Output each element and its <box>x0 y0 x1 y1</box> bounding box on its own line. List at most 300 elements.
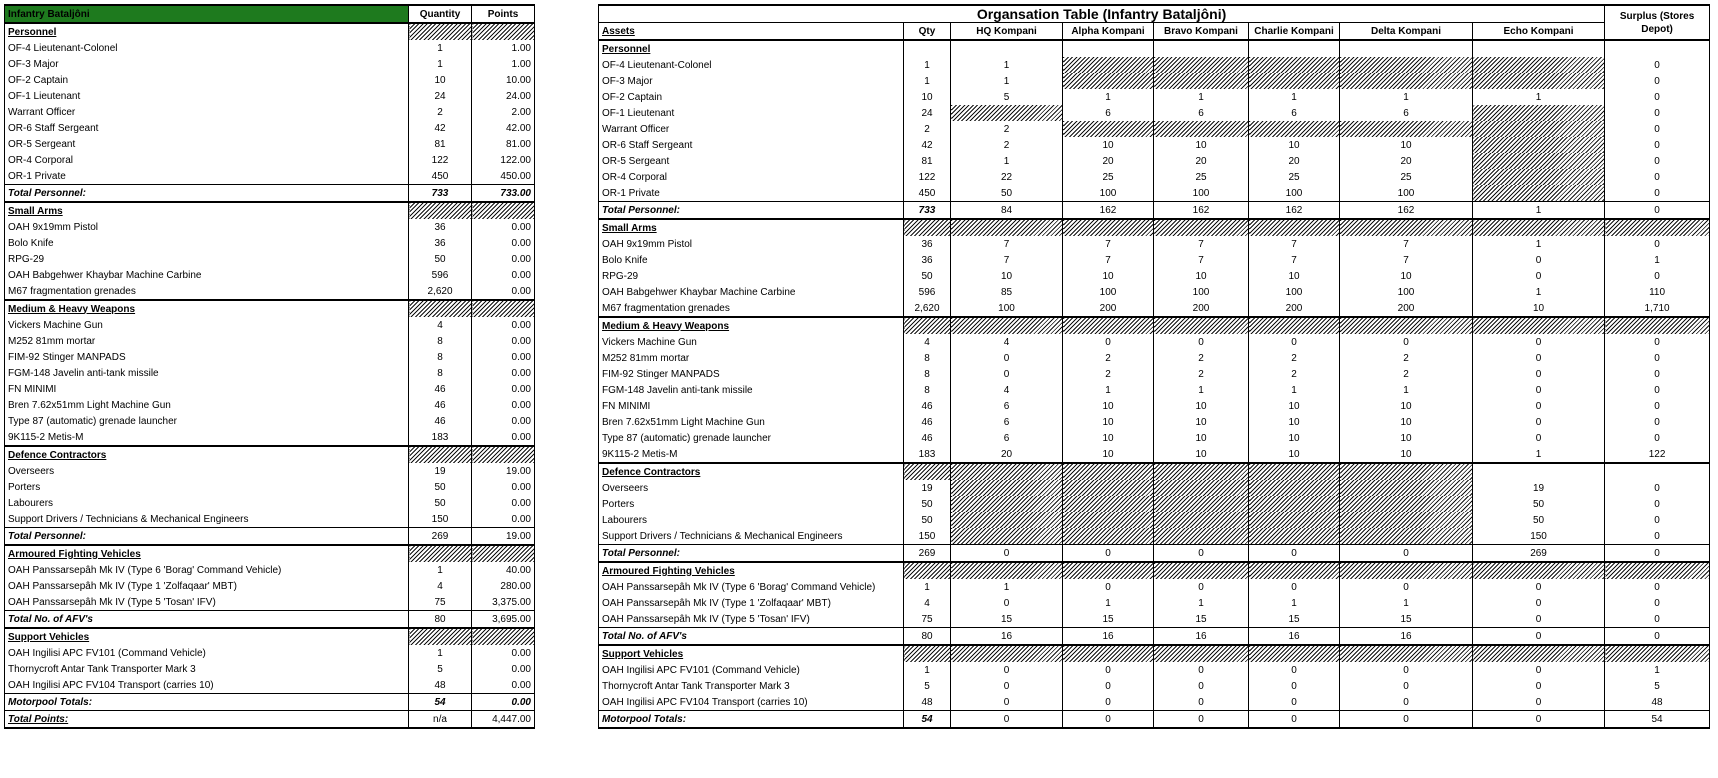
row-label: Personnel <box>5 23 409 40</box>
hatched-cell <box>1473 219 1605 236</box>
row-label: FN MINIMI <box>599 398 904 414</box>
hatched-cell <box>1063 512 1154 528</box>
value-cell: 0 <box>1605 398 1710 414</box>
value-cell: 100 <box>1154 284 1249 300</box>
row-label: FIM-92 Stinger MANPADS <box>599 366 904 382</box>
hatched-cell <box>904 562 951 579</box>
value-cell: 110 <box>1605 284 1710 300</box>
value-cell: 54 <box>1605 711 1710 729</box>
value-cell: 1 <box>951 579 1063 595</box>
value-cell: 150 <box>904 528 951 545</box>
value-cell: 0 <box>1154 545 1249 563</box>
table-row <box>5 104 535 120</box>
value-cell: 16 <box>1063 628 1154 646</box>
value-cell: 25 <box>1063 169 1154 185</box>
value-cell: 1 <box>1605 662 1710 678</box>
quantity-cell: 733 <box>409 185 472 203</box>
row-label: OR-5 Sergeant <box>5 136 409 152</box>
value-cell: 8 <box>904 382 951 398</box>
table-row <box>5 578 535 594</box>
table-row <box>5 267 535 283</box>
value-cell: 0 <box>1340 334 1473 350</box>
value-cell: 2 <box>1063 366 1154 382</box>
value-cell: 6 <box>1340 105 1473 121</box>
section-row <box>599 40 1710 57</box>
value-cell: 2 <box>1063 350 1154 366</box>
hatched-cell <box>1249 57 1340 73</box>
value-cell: 100 <box>1340 284 1473 300</box>
value-cell: 0 <box>1605 595 1710 611</box>
value-cell: 1 <box>1154 382 1249 398</box>
table-row <box>599 662 1710 678</box>
value-cell: 0 <box>1340 678 1473 694</box>
value-cell: 1,710 <box>1605 300 1710 317</box>
row-label: M252 81mm mortar <box>599 350 904 366</box>
table-row <box>5 495 535 511</box>
value-cell: 54 <box>904 711 951 729</box>
value-cell: 10 <box>1063 446 1154 463</box>
hatched-cell <box>1063 57 1154 73</box>
table-row <box>599 252 1710 268</box>
section-row <box>5 545 535 562</box>
hatched-cell <box>1605 219 1710 236</box>
table-row <box>5 677 535 694</box>
hatched-cell <box>1154 219 1249 236</box>
value-cell: 46 <box>904 398 951 414</box>
quantity-cell: 4 <box>409 317 472 333</box>
row-label: Total Personnel: <box>599 202 904 220</box>
row-label: OF-2 Captain <box>599 89 904 105</box>
value-cell: 10 <box>951 268 1063 284</box>
hatched-cell <box>1340 512 1473 528</box>
hatched-cell <box>1340 562 1473 579</box>
table-row <box>599 528 1710 545</box>
section-row <box>599 562 1710 579</box>
table-row <box>5 349 535 365</box>
value-cell: 5 <box>951 89 1063 105</box>
value-cell: 183 <box>904 446 951 463</box>
value-cell: 16 <box>1340 628 1473 646</box>
row-label: Type 87 (automatic) grenade launcher <box>5 413 409 429</box>
value-cell: 0 <box>1605 73 1710 89</box>
value-cell: 2 <box>951 137 1063 153</box>
table-row <box>5 645 535 661</box>
value-cell: 0 <box>1605 169 1710 185</box>
value-cell: 0 <box>1473 430 1605 446</box>
hatched-cell <box>1063 219 1154 236</box>
value-cell: 100 <box>1249 284 1340 300</box>
hatched-cell <box>409 202 472 219</box>
value-cell: 8 <box>904 366 951 382</box>
value-cell: 42 <box>904 137 951 153</box>
value-cell: 1 <box>904 662 951 678</box>
quantity-cell: 1 <box>409 40 472 56</box>
value-cell: 1 <box>1249 89 1340 105</box>
value-cell: 0 <box>1605 611 1710 628</box>
table-row <box>5 381 535 397</box>
row-label: OR-1 Private <box>5 168 409 185</box>
table-row <box>599 73 1710 89</box>
table-row <box>599 121 1710 137</box>
quantity-cell: 8 <box>409 333 472 349</box>
value-cell: 4 <box>904 595 951 611</box>
value-cell <box>1249 40 1340 57</box>
value-cell: 6 <box>951 430 1063 446</box>
value-cell: 0 <box>1473 595 1605 611</box>
row-label: Small Arms <box>5 202 409 219</box>
value-cell: 0 <box>1605 528 1710 545</box>
row-label: 9K115-2 Metis-M <box>5 429 409 446</box>
points-cell: 3,375.00 <box>472 594 535 611</box>
value-cell: 16 <box>951 628 1063 646</box>
value-cell: 150 <box>1473 528 1605 545</box>
value-cell: 269 <box>904 545 951 563</box>
table-row <box>5 72 535 88</box>
value-cell: 0 <box>1249 678 1340 694</box>
table-row <box>599 512 1710 528</box>
section-row <box>5 628 535 645</box>
points-cell: 0.00 <box>472 397 535 413</box>
hatched-cell <box>472 545 535 562</box>
value-cell: 1 <box>1473 446 1605 463</box>
points-cell: 0.00 <box>472 283 535 300</box>
hatched-cell <box>951 512 1063 528</box>
row-label: OAH Ingilisi APC FV101 (Command Vehicle) <box>5 645 409 661</box>
table-row <box>599 595 1710 611</box>
value-cell: 10 <box>1154 446 1249 463</box>
row-label: OAH 9x19mm Pistol <box>599 236 904 252</box>
hatched-cell <box>951 496 1063 512</box>
points-cell: 1.00 <box>472 56 535 72</box>
value-cell: 0 <box>1249 579 1340 595</box>
value-cell: 10 <box>1249 430 1340 446</box>
value-cell: 1 <box>904 73 951 89</box>
hatched-cell <box>1605 562 1710 579</box>
hatched-cell <box>1063 496 1154 512</box>
value-cell: 0 <box>951 366 1063 382</box>
points-cell: 10.00 <box>472 72 535 88</box>
row-label: OR-1 Private <box>599 185 904 202</box>
row-label: Total Personnel: <box>599 545 904 563</box>
value-cell: 10 <box>1340 414 1473 430</box>
row-label: OAH Babgehwer Khaybar Machine Carbine <box>599 284 904 300</box>
value-cell: 36 <box>904 236 951 252</box>
points-cell: 450.00 <box>472 168 535 185</box>
quantity-cell: 54 <box>409 694 472 711</box>
table-row <box>599 446 1710 463</box>
value-cell: 1 <box>1154 89 1249 105</box>
value-cell: 10 <box>1473 300 1605 317</box>
value-cell: 1 <box>1063 382 1154 398</box>
hatched-cell <box>1340 480 1473 496</box>
hatched-cell <box>1605 645 1710 662</box>
hatched-cell <box>1063 121 1154 137</box>
value-cell: 5 <box>904 678 951 694</box>
value-cell: 0 <box>1605 628 1710 646</box>
table-row <box>5 283 535 300</box>
value-cell: 0 <box>951 662 1063 678</box>
value-cell: 100 <box>951 300 1063 317</box>
value-cell: 162 <box>1063 202 1154 220</box>
row-label: FN MINIMI <box>5 381 409 397</box>
value-cell: 85 <box>951 284 1063 300</box>
hatched-cell <box>1154 463 1249 480</box>
value-cell: 0 <box>1605 137 1710 153</box>
table-row <box>599 169 1710 185</box>
value-cell: 450 <box>904 185 951 202</box>
value-cell: 2,620 <box>904 300 951 317</box>
quantity-cell: 81 <box>409 136 472 152</box>
table-row <box>599 57 1710 73</box>
hatched-cell <box>951 562 1063 579</box>
quantity-cell: 46 <box>409 413 472 429</box>
row-label: 9K115-2 Metis-M <box>599 446 904 463</box>
hatched-cell <box>1249 512 1340 528</box>
value-cell: 10 <box>1249 446 1340 463</box>
value-cell: 7 <box>951 236 1063 252</box>
hatched-cell <box>1249 562 1340 579</box>
value-cell: 0 <box>1473 366 1605 382</box>
hatched-cell <box>1340 463 1473 480</box>
value-cell: 0 <box>1605 382 1710 398</box>
value-cell: 0 <box>1340 711 1473 729</box>
total-row <box>599 628 1710 646</box>
hatched-cell <box>1340 317 1473 334</box>
value-cell: 24 <box>904 105 951 121</box>
value-cell: 25 <box>1340 169 1473 185</box>
row-label: Labourers <box>5 495 409 511</box>
row-label: Thornycroft Antar Tank Transporter Mark 3 <box>5 661 409 677</box>
value-cell: 7 <box>1154 236 1249 252</box>
value-cell: 6 <box>1249 105 1340 121</box>
hatched-cell <box>904 219 951 236</box>
value-cell: 48 <box>904 694 951 711</box>
value-cell: 2 <box>1154 350 1249 366</box>
row-label: Small Arms <box>599 219 904 236</box>
value-cell: 0 <box>1473 694 1605 711</box>
hatched-cell <box>1340 219 1473 236</box>
row-label: Total Personnel: <box>5 185 409 203</box>
value-cell: 0 <box>1605 545 1710 563</box>
row-label: Armoured Fighting Vehicles <box>599 562 904 579</box>
row-label: OF-1 Lieutenant <box>5 88 409 104</box>
table-row <box>5 429 535 446</box>
hatched-cell <box>1063 73 1154 89</box>
row-label: FGM-148 Javelin anti-tank missile <box>5 365 409 381</box>
value-cell: 100 <box>1249 185 1340 202</box>
value-cell: 1 <box>1340 595 1473 611</box>
value-cell: 162 <box>1340 202 1473 220</box>
quantity-cell: 450 <box>409 168 472 185</box>
table-row <box>5 251 535 267</box>
hatched-cell <box>1249 528 1340 545</box>
quantity-cell: 183 <box>409 429 472 446</box>
value-cell: 0 <box>1154 694 1249 711</box>
column-header-surplus: Surplus (Stores Depot) <box>1605 5 1710 40</box>
hatched-cell <box>1340 121 1473 137</box>
table-row <box>599 185 1710 202</box>
value-cell: 10 <box>1340 430 1473 446</box>
value-cell: 1 <box>904 57 951 73</box>
value-cell: 0 <box>1063 678 1154 694</box>
value-cell: 0 <box>1340 662 1473 678</box>
value-cell: 100 <box>1063 185 1154 202</box>
points-table <box>4 4 535 729</box>
value-cell: 16 <box>1154 628 1249 646</box>
total-row <box>599 545 1710 563</box>
row-label: Total Points: <box>5 711 409 729</box>
column-header-bravo-kompani: Bravo Kompani <box>1154 23 1249 41</box>
value-cell: 200 <box>1063 300 1154 317</box>
value-cell: 15 <box>1063 611 1154 628</box>
row-label: OAH Panssarsepâh Mk IV (Type 5 'Tosan' IFV) <box>5 594 409 611</box>
row-label: Bren 7.62x51mm Light Machine Gun <box>5 397 409 413</box>
value-cell: 122 <box>904 169 951 185</box>
value-cell: 4 <box>904 334 951 350</box>
value-cell: 0 <box>951 545 1063 563</box>
value-cell: 19 <box>1473 480 1605 496</box>
value-cell: 0 <box>1249 662 1340 678</box>
points-cell: 2.00 <box>472 104 535 120</box>
value-cell: 0 <box>1605 579 1710 595</box>
value-cell: 0 <box>1605 480 1710 496</box>
points-cell: 733.00 <box>472 185 535 203</box>
value-cell: 75 <box>904 611 951 628</box>
value-cell: 20 <box>1154 153 1249 169</box>
row-label: OF-4 Lieutenant-Colonel <box>5 40 409 56</box>
value-cell: 7 <box>951 252 1063 268</box>
hatched-cell <box>1154 73 1249 89</box>
row-label: RPG-29 <box>5 251 409 267</box>
value-cell: 0 <box>1605 202 1710 220</box>
column-header-points: Points <box>472 5 535 23</box>
value-cell: 84 <box>951 202 1063 220</box>
hatched-cell <box>1340 645 1473 662</box>
value-cell: 0 <box>951 678 1063 694</box>
row-label: OR-6 Staff Sergeant <box>5 120 409 136</box>
value-cell <box>1605 463 1710 480</box>
table-row <box>5 333 535 349</box>
quantity-cell: 8 <box>409 365 472 381</box>
hatched-cell <box>904 317 951 334</box>
row-label: OF-3 Major <box>5 56 409 72</box>
points-cell: 0.00 <box>472 317 535 333</box>
hatched-cell <box>1473 105 1605 121</box>
value-cell: 1 <box>1154 595 1249 611</box>
value-cell: 100 <box>1154 185 1249 202</box>
value-cell: 0 <box>1063 662 1154 678</box>
value-cell: 0 <box>1605 236 1710 252</box>
table-row <box>599 579 1710 595</box>
value-cell: 81 <box>904 153 951 169</box>
row-label: Type 87 (automatic) grenade launcher <box>599 430 904 446</box>
value-cell: 0 <box>1473 252 1605 268</box>
value-cell: 0 <box>1605 121 1710 137</box>
value-cell: 2 <box>1340 366 1473 382</box>
quantity-cell: 1 <box>409 562 472 578</box>
table-row <box>599 334 1710 350</box>
hatched-cell <box>1249 317 1340 334</box>
value-cell: 1 <box>904 579 951 595</box>
value-cell: 100 <box>1340 185 1473 202</box>
table-row <box>599 137 1710 153</box>
value-cell: 10 <box>1154 398 1249 414</box>
quantity-cell: 150 <box>409 511 472 528</box>
hatched-cell <box>472 300 535 317</box>
points-cell: 0.00 <box>472 495 535 511</box>
row-label: OAH Babgehwer Khaybar Machine Carbine <box>5 267 409 283</box>
points-cell: 0.00 <box>472 645 535 661</box>
row-label: OAH Panssarsepâh Mk IV (Type 1 'Zolfaqaar' MBT) <box>5 578 409 594</box>
organisation-table <box>598 4 1710 729</box>
row-label: OF-3 Major <box>599 73 904 89</box>
hatched-cell <box>1473 645 1605 662</box>
value-cell: 10 <box>1063 414 1154 430</box>
value-cell <box>1473 463 1605 480</box>
value-cell: 5 <box>1605 678 1710 694</box>
value-cell: 7 <box>1154 252 1249 268</box>
table-row <box>5 511 535 528</box>
value-cell: 46 <box>904 414 951 430</box>
value-cell: 50 <box>904 512 951 528</box>
value-cell: 46 <box>904 430 951 446</box>
total-row <box>599 202 1710 220</box>
column-header-alpha-kompani: Alpha Kompani <box>1063 23 1154 41</box>
table-row <box>5 168 535 185</box>
value-cell: 0 <box>1473 334 1605 350</box>
points-cell: 3,695.00 <box>472 611 535 629</box>
value-cell: 0 <box>1063 334 1154 350</box>
row-label: OR-6 Staff Sergeant <box>599 137 904 153</box>
points-cell: 4,447.00 <box>472 711 535 729</box>
points-cell: 0.00 <box>472 251 535 267</box>
value-cell: 50 <box>951 185 1063 202</box>
value-cell: 1 <box>951 57 1063 73</box>
hatched-cell <box>1063 528 1154 545</box>
hatched-cell <box>1249 463 1340 480</box>
value-cell <box>1340 40 1473 57</box>
value-cell: 0 <box>1473 382 1605 398</box>
value-cell: 0 <box>951 711 1063 729</box>
value-cell: 15 <box>1340 611 1473 628</box>
value-cell: 0 <box>1063 545 1154 563</box>
table-row <box>5 562 535 578</box>
hatched-cell <box>1340 57 1473 73</box>
hatched-cell <box>409 446 472 463</box>
points-cell: 0.00 <box>472 235 535 251</box>
points-cell: 0.00 <box>472 429 535 446</box>
row-label: OAH Panssarsepâh Mk IV (Type 1 'Zolfaqaar' MBT) <box>599 595 904 611</box>
value-cell: 15 <box>951 611 1063 628</box>
row-label: FGM-148 Javelin anti-tank missile <box>599 382 904 398</box>
value-cell: 16 <box>1249 628 1340 646</box>
value-cell: 1 <box>1473 284 1605 300</box>
value-cell: 25 <box>1154 169 1249 185</box>
value-cell: 596 <box>904 284 951 300</box>
hatched-cell <box>1340 496 1473 512</box>
row-label: OAH Panssarsepâh Mk IV (Type 6 'Borag' Command Vehicle) <box>5 562 409 578</box>
section-row <box>5 23 535 40</box>
value-cell: 7 <box>1249 236 1340 252</box>
value-cell: 7 <box>1063 252 1154 268</box>
quantity-cell: 1 <box>409 56 472 72</box>
hatched-cell <box>1154 317 1249 334</box>
total-row <box>5 185 535 203</box>
hatched-cell <box>1473 317 1605 334</box>
hatched-cell <box>1605 317 1710 334</box>
row-label: Defence Contractors <box>5 446 409 463</box>
row-label: Porters <box>599 496 904 512</box>
